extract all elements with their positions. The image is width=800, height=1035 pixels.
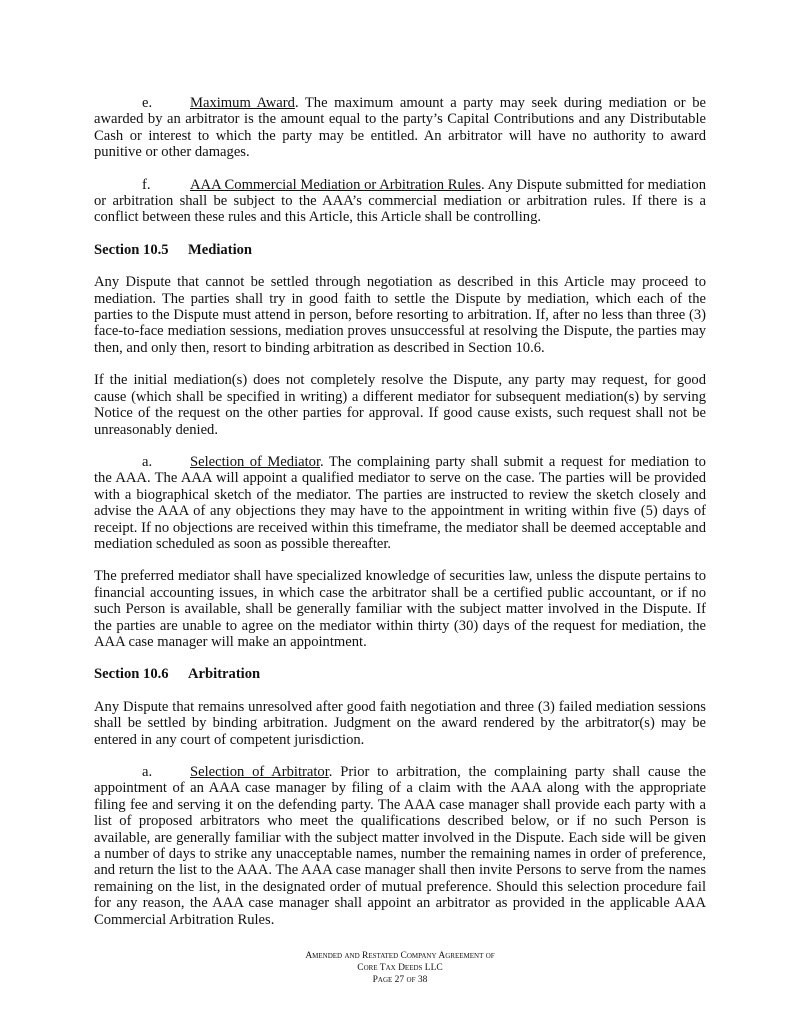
- section-heading-10-6: [94, 666, 706, 682]
- paragraph: The preferred mediator shall have specialized knowledge of securities law, unless the dispute pertains to financial accounting issues, in which case the arbitrator shall be a certified public accountant, or if no such Person is available, shall be generally familiar with the subject matter involved in the Dispute. If the parties are unable to agree on the mediator within thirty (30) days of the request for mediation, the AAA case manager will make an appointment.: [94, 568, 706, 650]
- item-heading: AAA Commercial Mediation or Arbitration Rules: [190, 176, 482, 193]
- footer-page-number: Page 27 of 38: [372, 975, 428, 985]
- item-heading: Selection of Mediator: [190, 453, 321, 470]
- paragraph: Any Dispute that cannot be settled through negotiation as described in this Article may proceed to mediation. The parties shall try in good faith to settle the Dispute by mediation, which each of the parties to the Dispute must attend in person, before resorting to arbitration. If, after no less than three (3) face-to-face mediation sessions, mediation proves unsuccessful at resolving the Dispute, the parties may then, and only then, resort to binding arbitration as described in Section 10.6.: [94, 274, 706, 356]
- item-letter: e.: [142, 95, 153, 111]
- item-letter: f.: [142, 176, 151, 193]
- section-number: Section 10.6: [94, 666, 169, 683]
- section-heading-10-5: [94, 242, 706, 258]
- item-text: . The maximum amount a party may seek during mediation or be awarded by an arbitrator is the amount equal to the party’s Capital Contributions and any Distributable Cash or interest to which the party may be entitled. An arbitrator will have no authority to award punitive or other damages.: [94, 95, 706, 161]
- selection-of-arbitrator-paragraph: [94, 764, 706, 928]
- section-number: Section 10.5: [94, 241, 169, 258]
- footer-agreement-title: Amended and Restated Company Agreement of: [305, 951, 495, 961]
- item-letter: a.: [142, 764, 153, 780]
- item-f-paragraph: [94, 177, 706, 226]
- item-letter: a.: [142, 453, 153, 470]
- item-text: . Prior to arbitration, the complaining party shall cause the appointment of an AAA case manager by filing of a claim with the AAA along with the appropriate filing fee and serving it on the defending party. The AAA case manager shall provide each party with a list of proposed arbitrators who meet the qualifications described below, or if no such Person is available, are generally familiar with the subject matter involved in the Dispute. Each side will be given a number of days to strike any unacceptable names, number the remaining names in order of preference, and return the list to the AAA. The AAA case manager shall then invite Persons to serve from the names remaining on the list, in the designated order of mutual preference. Should this selection procedure fail for any reason, the AAA case manager shall appoint an arbitrator as provided in the applicable AAA Commercial Arbitration Rules.: [94, 764, 706, 928]
- selection-of-mediator-paragraph: [94, 454, 706, 552]
- section-title: Arbitration: [188, 666, 261, 683]
- page-body: [94, 95, 706, 944]
- section-title: Mediation: [188, 241, 253, 258]
- item-text: . Any Dispute submitted for mediation or arbitration shall be subject to the AAA’s commercial mediation or arbitration rules. If there is a conflict between these rules and this Article, this Article shall be controlling.: [94, 176, 706, 226]
- page-footer: [0, 950, 800, 986]
- item-e-paragraph: [94, 95, 706, 161]
- footer-company-name: Core Tax Deeds LLC: [357, 963, 443, 973]
- item-text: . The complaining party shall submit a request for mediation to the AAA. The AAA will appoint a qualified mediator to serve on the case. The parties will be provided with a biographical sketch of the mediator. The parties are instructed to review the sketch closely and advise the AAA of any objections they may have to the appointment in writing within five (5) days of receipt. If no objections are received within this timeframe, the mediator shall be deemed acceptable and mediation scheduled as soon as possible thereafter.: [94, 453, 706, 552]
- paragraph: If the initial mediation(s) does not completely resolve the Dispute, any party may request, for good cause (which shall be specified in writing) a different mediator for subsequent mediation(s) by serving Notice of the request on the other parties for approval. If good cause exists, such request shall not be unreasonably denied.: [94, 372, 706, 438]
- paragraph: Any Dispute that remains unresolved after good faith negotiation and three (3) failed mediation sessions shall be settled by binding arbitration. Judgment on the award rendered by the arbitrator(s) may be entered in any court of competent jurisdiction.: [94, 698, 706, 748]
- item-heading: Selection of Arbitrator: [190, 764, 329, 780]
- item-heading: Maximum Award: [190, 95, 295, 111]
